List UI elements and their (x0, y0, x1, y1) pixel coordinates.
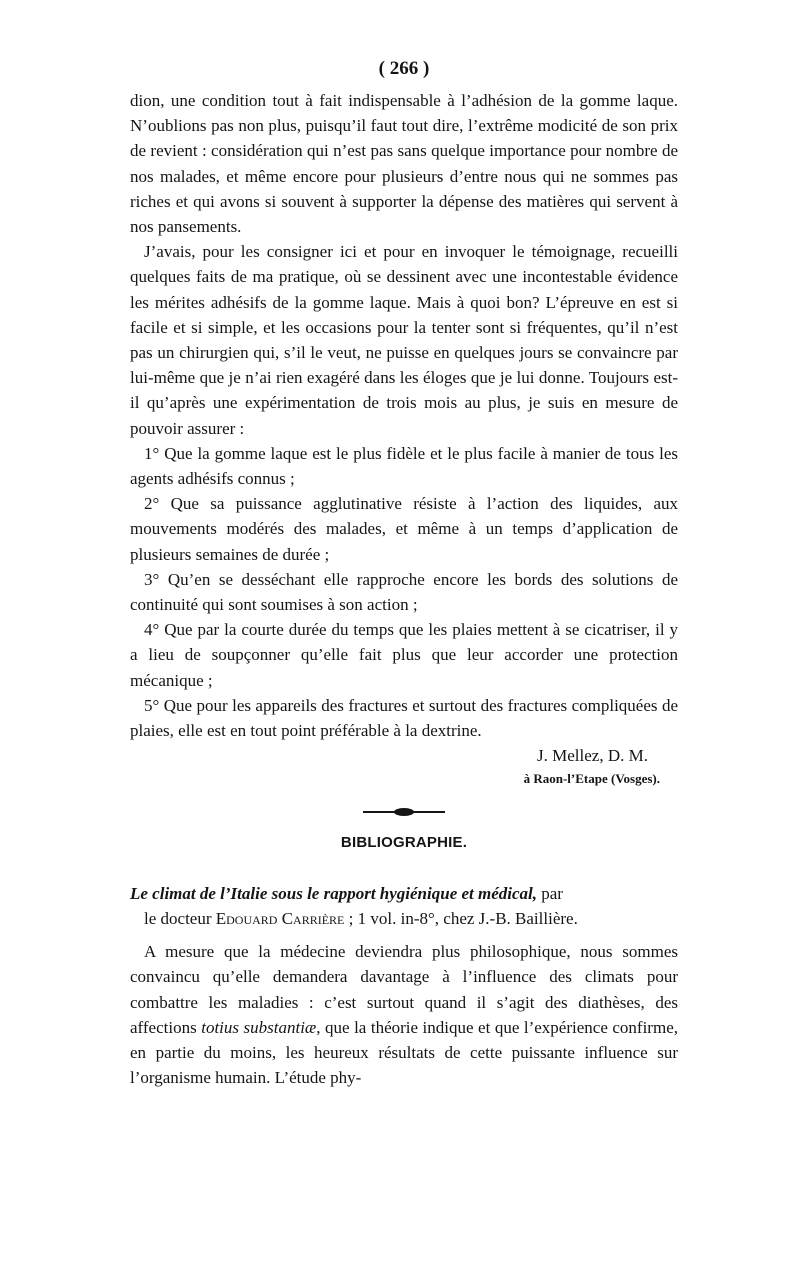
author-location: à Raon-l’Etape (Vosges). (523, 771, 660, 787)
finding-2: 2° Que sa puissance agglutinative résiste à l’action des liquides, aux mouvements modérés des malades, et même à un temps d’application de plusieurs semaines de durée ; (130, 494, 678, 564)
book-author-line (144, 906, 678, 931)
book-review-body (130, 939, 678, 1090)
book-by: par (537, 884, 563, 904)
finding-4: 4° Que par la courte durée du temps que les plaies mettent à se cicatriser, il y a lieu de soupçonner qu’elle fait plus que leur accorder une protection mécanique ; (130, 620, 678, 690)
paragraph-gum-lacquer-cost: dion, une condition tout à fait indispensable à l’adhésion de la gomme laque. N’oublions pas non plus, puisqu’il faut tout dire, l’extrême modicité de son prix de revient : considération qui n’est pas sans quelque importance pour nombre de nos malades, et même encore pour plusieurs d’entre nous qui ne sommes pas riches et qui avons si souvent à supporter la dépense des matières qui servent à nos pansements. (130, 91, 678, 237)
paragraph-practice-evidence: J’avais, pour les consigner ici et pour en invoquer le témoignage, recueilli quelques faits de ma pratique, où se dessinent avec une incontestable évidence les mérites adhésifs de la gomme laque. Mais à quoi bon? L’épreuve en est si facile et si simple, et les occasions pour la tenter sont si fréquentes, qu’il n’est pas un chirurgien qui, s’il le veut, ne puisse en quelques jours se convaincre par lui-même que je n’ai rien exagéré dans les éloges que je lui donne. Toujours est-il qu’après une expérimentation de trois mois au plus, je suis en mesure de pouvoir assurer : (130, 242, 678, 438)
divider-ornament (394, 808, 414, 816)
finding-3: 3° Qu’en se desséchant elle rapproche encore les bords des solutions de continuité qui sont soumises à son action ; (130, 569, 678, 615)
section-title-bibliography: BIBLIOGRAPHIE. (340, 834, 468, 852)
book-citation (130, 881, 678, 931)
book-details: ; 1 vol. in-8°, chez J.-B. Baillière. (344, 909, 578, 929)
finding-1: 1° Que la gomme laque est le plus fidèle et le plus facile à manier de tous les agents adhésifs connus ; (130, 443, 678, 489)
book-author: Edouard Carrière (215, 909, 345, 929)
book-title: Le climat de l’Italie sous le rapport hygiénique et médical, (130, 884, 538, 904)
review-text-part-1: A mesure que la médecine deviendra plus philosophique, nous sommes convaincu qu’elle demandera davantage à l’influence des climats pour combattre les maladies : c’est surtout quand il s’agit des diathèses, des affections (130, 942, 678, 1037)
author-signature: J. Mellez, D. M. (537, 746, 648, 766)
page-number: ( 266 ) (378, 58, 430, 79)
review-text-part-2: , que la théorie indique et que l’expérience confirme, en partie du moins, les heureux résultats de cette puissante influence sur l’organisme humain. L’étude phy- (130, 1017, 678, 1088)
ornamental-divider (363, 808, 445, 816)
author-prefix: le docteur (144, 909, 216, 929)
finding-5: 5° Que pour les appareils des fractures et surtout des fractures compliquées de plaies, elle est en tout point préférable à la dextrine. (130, 695, 678, 741)
review-text-italic: totius substantiæ (201, 1017, 317, 1037)
document-page (130, 58, 678, 1091)
